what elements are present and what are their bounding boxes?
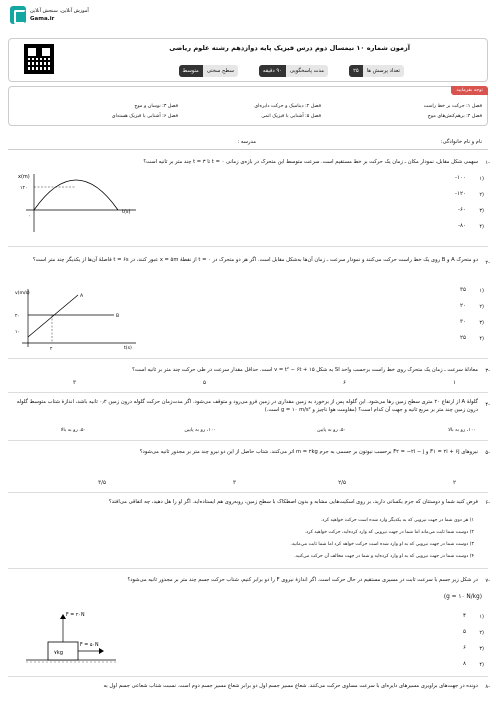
question-divider xyxy=(8,440,488,441)
syllabus-item: فصل ۲: دینامیک و حرکت دایره‌ای xyxy=(254,104,321,109)
q7-force-top-label: F = ۲۰N xyxy=(66,613,85,618)
option-4[interactable]: ۸ xyxy=(462,661,466,667)
question-text: معادلهٔ سرعت ـ زمان یک متحرک روی خط راست برحسب واحد SI به شکل v = t² − ۶t + ۱۵ است. حداقل مقدار سرعت در طی حرکت چند متر بر ثانیه است؟ xyxy=(132,367,478,373)
difficulty-value: متوسط xyxy=(179,65,203,77)
syllabus-item: فصل ۴: برهم‌کنش‌های موج xyxy=(427,114,482,119)
q1-x-tick: ۰ xyxy=(28,214,31,219)
option-3[interactable]: ۳) دوست شما در جهت نیرویی که به او وارد شده است حرکت خواهد کرد اما شما ثابت می‌مانید. xyxy=(290,542,474,547)
option-3[interactable]: ‎-۶۰ xyxy=(457,207,466,213)
q2-y-axis-label: v(m/s) xyxy=(15,291,30,296)
option-2[interactable]: ۲) دوست شما ثابت می‌ماند اما شما در جهت نیرویی که وارد کرده‌اید، حرکت خواهید کرد. xyxy=(304,530,474,535)
question-divider xyxy=(8,492,488,493)
q2-x-tick: ۲ xyxy=(50,347,53,352)
duration-label: مدت پاسخگویی xyxy=(286,65,328,77)
question-number: ۳- xyxy=(485,368,490,374)
syllabus-item: فصل ۵: آشنایی با فیزیک اتمی xyxy=(261,114,321,119)
option-2[interactable]: ۲/۵ xyxy=(338,480,346,486)
question-divider xyxy=(8,358,488,359)
q7-force-right-label: F = ۵۰N xyxy=(80,643,99,648)
option-2[interactable]: ‎-۱۲۰ xyxy=(454,191,466,197)
option-1[interactable]: ۱۰۰، رو به بالا xyxy=(448,428,476,433)
question-text: نیروهای F۱ = ۲i + ۶j و F۲ = −۲i − j برحسب نیوتون بر جسمی به جرم m = ۲kg اثر می‌کنند. شتاب حاصل از این دو نیرو چند متر بر مجذور ثانیه می‌شود؟ xyxy=(139,449,478,455)
question-count-label: تعداد پرسش ها xyxy=(363,65,404,77)
question-divider xyxy=(8,568,488,569)
option-1[interactable]: ۱) هر دوی شما در جهت نیرویی که به یکدیگر وارد شده است حرکت خواهید کرد. xyxy=(320,518,474,523)
option-4[interactable]: ۳ xyxy=(72,380,76,386)
option-3[interactable]: ۵ xyxy=(202,380,206,386)
q1-x-axis-label: t(s) xyxy=(122,209,131,215)
q2-x-axis-label: t(s) xyxy=(124,346,132,351)
question-divider xyxy=(8,676,488,677)
question-number: ۸- xyxy=(485,684,490,690)
duration-value: ۹۰ دقیقه xyxy=(259,65,286,77)
q1-y-axis-label: x(m) xyxy=(18,174,30,180)
question-text: گلولهٔ A از ارتفاع ۲۰ متری سطح زمین رها می‌شود. این گلوله پس از برخورد به زمین مقداری در زمین فرو می‌رود و متوقف می‌شود. اگر مدت‌زمان حرکت گلوله درون زمین ۰٫۲ ثانیه باشد، اندازهٔ شتاب متوسط گلوله درون زمین چند متر بر مربع ثانیه و جهت آن کدام است؟ (مقاومت هوا ناچیز و g = ۱۰ m/s² است.) xyxy=(16,399,478,413)
site-url[interactable]: Gama.ir xyxy=(30,16,55,22)
question-number: ۷- xyxy=(485,578,490,584)
option-2[interactable]: ۵ xyxy=(462,629,466,635)
question-number: ۶- xyxy=(485,500,490,506)
option-3[interactable]: ۳۰ xyxy=(459,319,466,325)
q2-velocity-time-graph xyxy=(14,285,144,355)
option-1[interactable]: ‎-۱۰۰ xyxy=(454,175,466,181)
question-text: دو متحرک A و B روی یک خط راست حرکت می‌کنند و نمودار سرعت ـ زمان آن‌ها به‌شکل مقابل است. اگر هر دو متحرک در ۰ = t از نقطهٔ x = ۵m عبور کنند، در t = ۶s فاصلهٔ آن‌ها از یکدیگر چند متر است؟ xyxy=(32,257,478,263)
exam-title: آزمون شماره ۱۰ نیمسال دوم درس فیزیک پایه دوازدهم رشته علوم ریاضی xyxy=(169,44,410,52)
q1-position-time-graph xyxy=(16,170,146,240)
question-text: دونده در جهت‌های براویری مسیرهای دایره‌ای با سرعت مساوی حرکت می‌کنند. شعاع مسیر جسم اول دو برابر شعاع مسیر جسم دوم است. نسبت شتاب شعاعی جسم اول به xyxy=(103,683,478,689)
syllabus-badge: توجه بفرمایید xyxy=(451,86,488,95)
option-1[interactable]: ۲ xyxy=(452,480,456,486)
syllabus-box xyxy=(8,86,488,126)
gravity-formula: (g = ۱۰ N/kg) xyxy=(443,594,482,600)
question-count-pill xyxy=(349,65,404,77)
question-number: ۱- xyxy=(485,160,490,166)
question-divider xyxy=(8,392,488,393)
difficulty-pill xyxy=(179,65,238,77)
option-4[interactable]: ۲۵ xyxy=(459,335,466,341)
qr-code-icon xyxy=(24,44,54,74)
syllabus-item: فصل ۱: حرکت بر خط راست xyxy=(423,104,482,109)
question-text: سهمی شکل مقابل، نمودار مکان ـ زمان یک حرکت بر خط مستقیم است. سرعت متوسط این متحرک در بازه‌ی زمانی ۰ = t تا ۳ = t چند متر بر ثانیه است؟ xyxy=(143,159,478,165)
q2-y-tick: ۱۰ xyxy=(15,330,20,335)
q7-block-diagram xyxy=(16,606,126,666)
q2-line-a-label: A xyxy=(80,294,84,299)
q2-y-tick: ۲۰ xyxy=(15,314,20,319)
option-3[interactable]: ۶ xyxy=(462,645,466,651)
question-divider xyxy=(8,246,488,247)
option-3[interactable]: ۳ xyxy=(232,480,236,486)
option-1[interactable]: ۳۵ xyxy=(459,287,466,293)
gama-logo-icon xyxy=(10,6,26,24)
question-number: ۴- xyxy=(485,402,490,408)
option-3[interactable]: ۱۰۰، رو به پایین xyxy=(184,428,216,433)
option-2[interactable]: ۵۰، رو به پایین xyxy=(316,428,346,433)
syllabus-item: فصل ۳: نوسان و موج xyxy=(134,104,178,109)
q1-y-tick: ۱۲۰ xyxy=(20,186,28,191)
student-name-label: نام و نام خانوادگی: xyxy=(440,139,482,145)
q7-mass-label: ۷kg xyxy=(54,650,64,656)
question-number: ۵- xyxy=(485,450,490,456)
option-4[interactable]: ‎-۸۰ xyxy=(457,223,466,229)
difficulty-label: سطح سختی xyxy=(203,65,238,77)
syllabus-item: فصل ۶: آشنایی با فیزیک هسته‌ای xyxy=(111,114,178,119)
option-4[interactable]: ۴) دوست شما در جهت نیرویی که به او وارد کرده‌اید و شما در جهت مخالف آن حرکت می‌کنید. xyxy=(294,554,474,559)
question-number: ۲- xyxy=(485,260,490,266)
option-4[interactable]: ۳/۵ xyxy=(98,480,106,486)
question-text: در شکل زیر جسم با سرعت ثابت در مسیری مستقیم در حال حرکت است. اگر اندازهٔ نیروی F را دو برابر کنیم، شتاب حرکت جسم چند متر بر مجذور ثانیه می‌شود؟ xyxy=(127,577,478,583)
duration-pill xyxy=(259,65,328,77)
option-2[interactable]: ۶ xyxy=(342,380,346,386)
site-name: آموزش آنلاین، سنجش آنلاین xyxy=(30,8,89,14)
q2-line-b-label: B xyxy=(116,314,120,319)
option-1[interactable]: ۴ xyxy=(462,613,466,619)
option-1[interactable]: ۱ xyxy=(452,380,456,386)
option-4[interactable]: ۵۰، رو به بالا xyxy=(60,428,86,433)
school-label: مدرسه : xyxy=(237,139,256,145)
question-count-value: ۲۵ xyxy=(349,65,363,77)
question-text: فرض کنید شما و دوستتان که جرم یکسانی دارید، بر روی اسکیت‌هایی مشابه و بدون اصطکاک با سطح زمین، روبه‌روی هم ایستاده‌اید. اگر او را هل دهید، چه اتفاقی می‌افتد؟ xyxy=(108,499,478,505)
gama-logo[interactable] xyxy=(10,6,94,40)
option-2[interactable]: ۲۰ xyxy=(459,303,466,309)
